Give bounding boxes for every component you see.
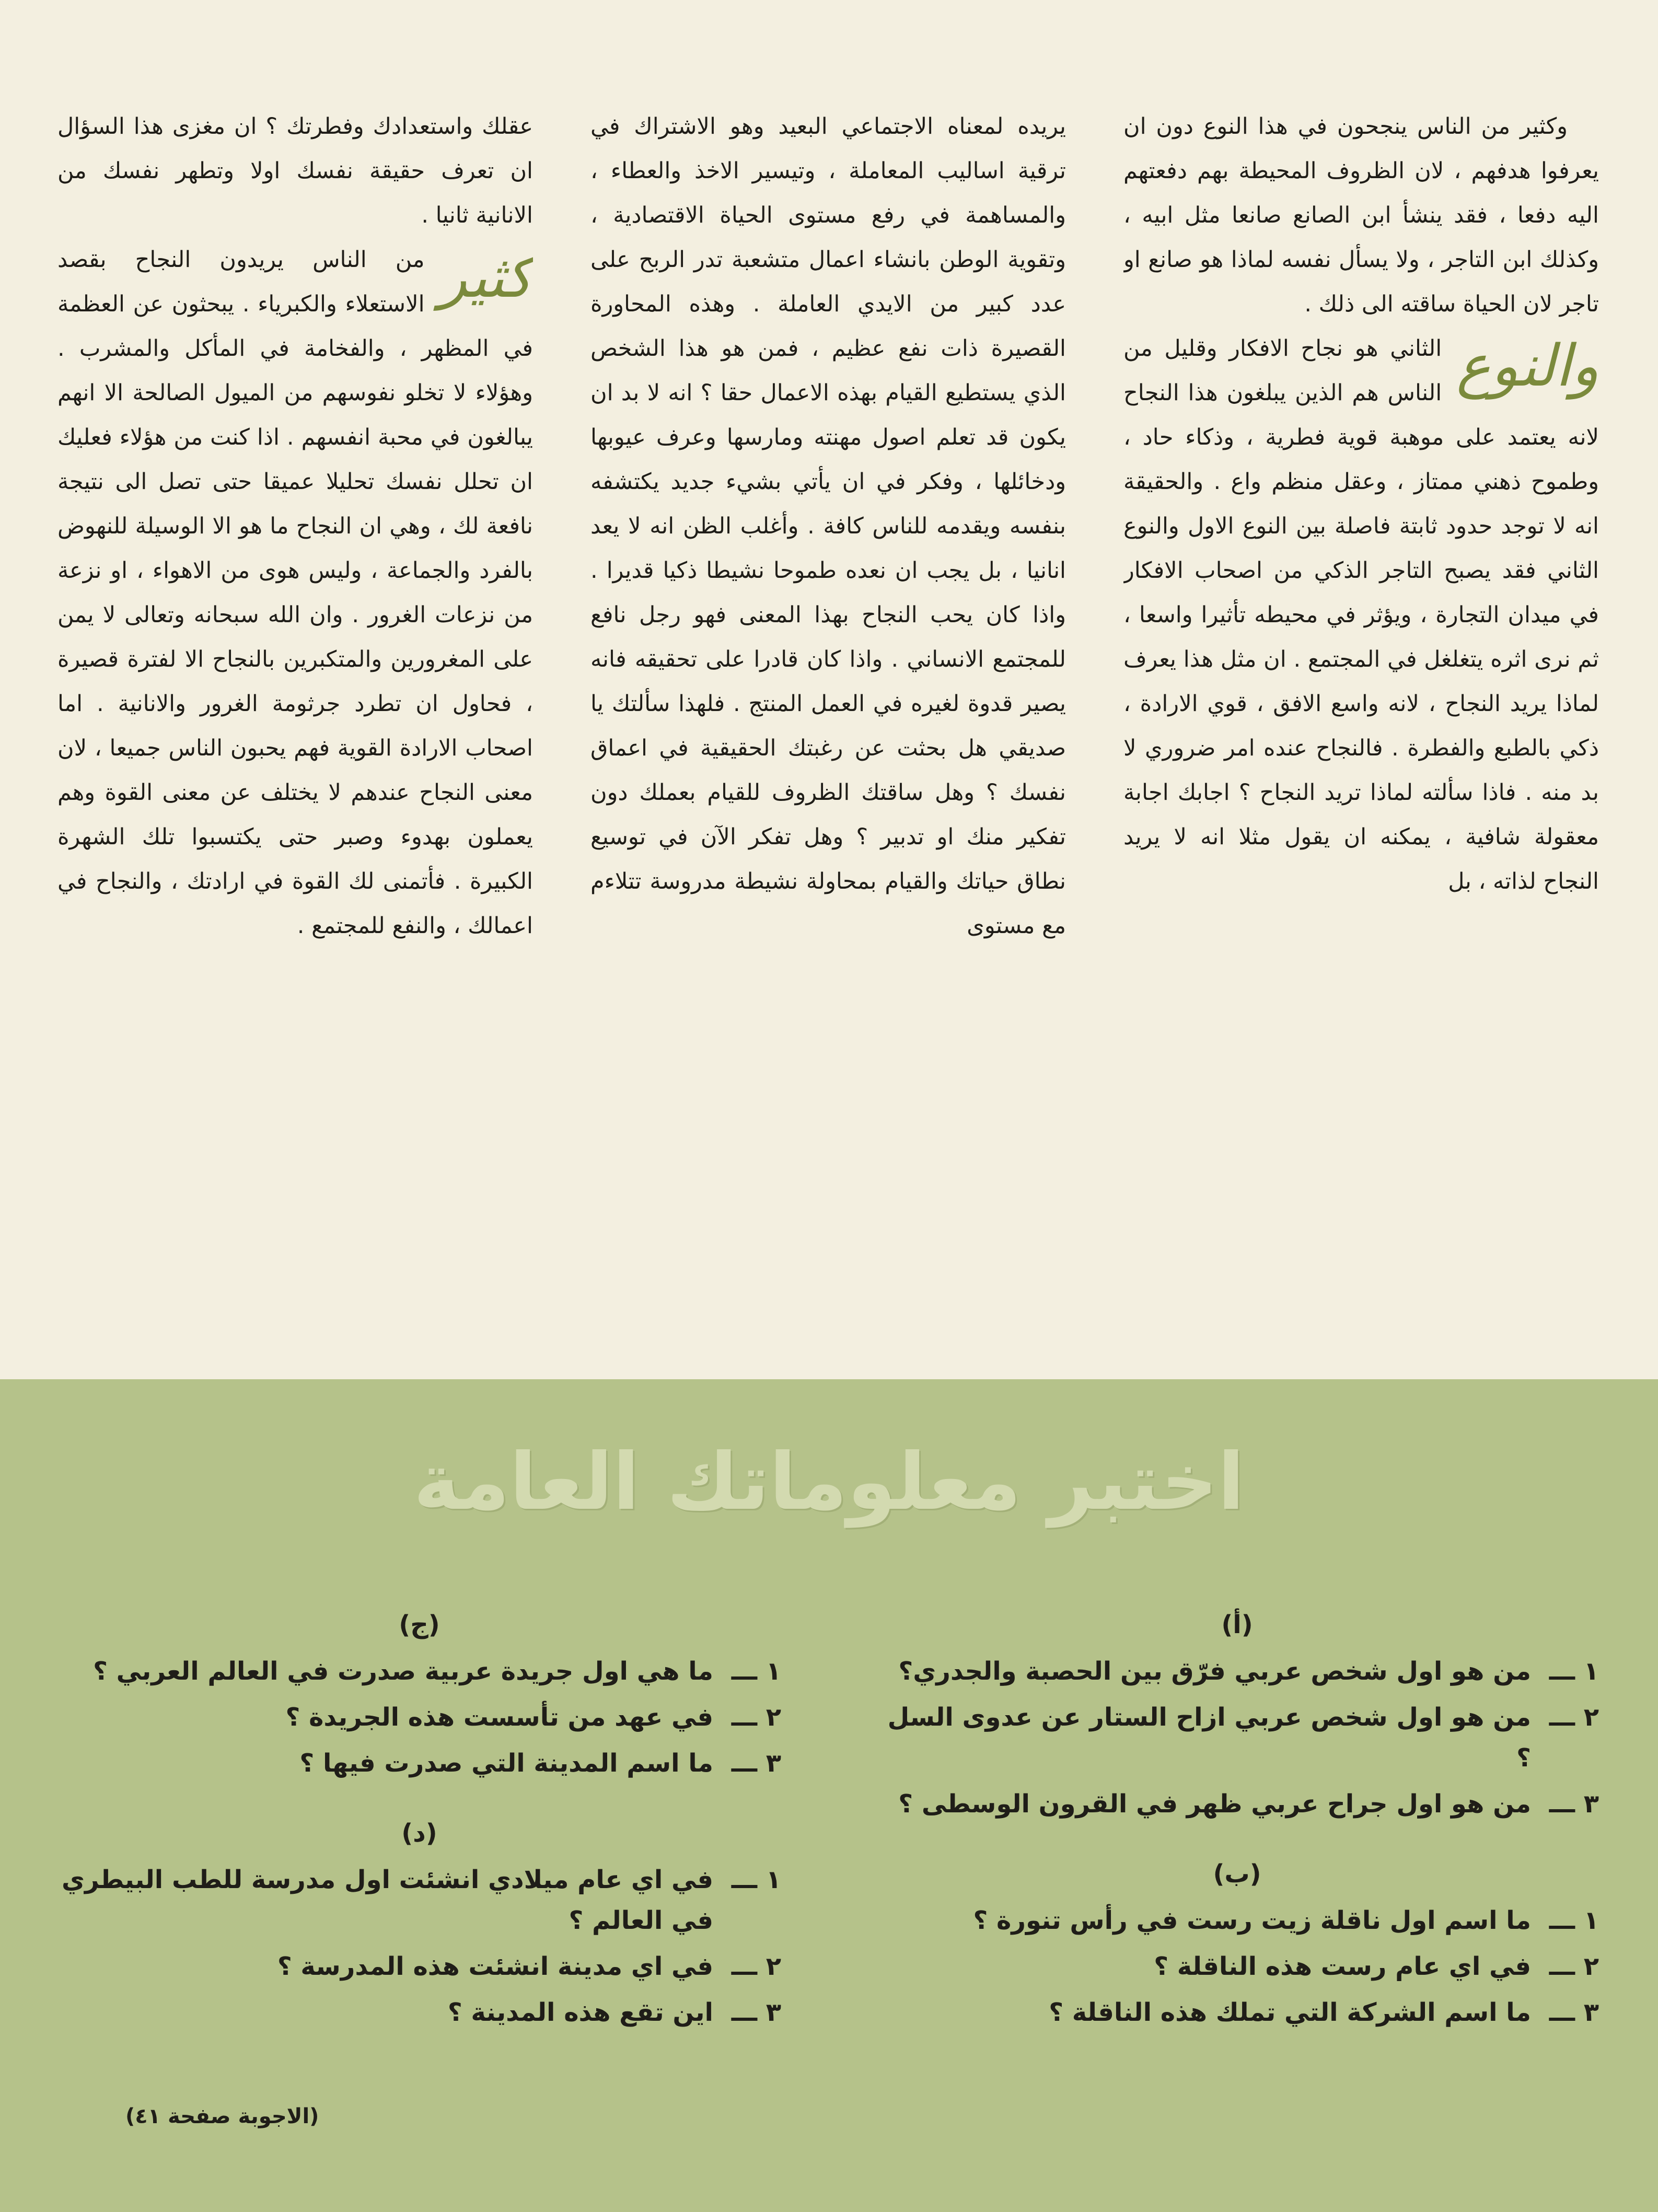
question-text: في اي عام رست هذه الناقلة ؟ [1154, 1952, 1531, 1981]
question [875, 1900, 1599, 1941]
question [875, 1651, 1599, 1692]
question [875, 1946, 1599, 1987]
quiz-column-left [57, 1604, 781, 2062]
quiz-group [875, 1853, 1599, 2033]
question [57, 1859, 781, 1941]
question-text: من هو اول جراح عربي ظهر في القرون الوسطى ؟ [898, 1789, 1531, 1819]
question-number: ٣ ـــ [731, 1998, 781, 2027]
lead-word: كثير [439, 243, 533, 310]
paragraph [1123, 327, 1599, 904]
question-number: ٢ ـــ [731, 1703, 781, 1732]
quiz-group [57, 1604, 781, 1784]
question-number: ٣ ـــ [731, 1749, 781, 1778]
group-heading: (ج) [399, 1610, 440, 1639]
lead-word: والنوع [1456, 332, 1599, 399]
quiz-title: اختبر معلوماتك العامة [413, 1437, 1245, 1528]
question-text: ما اسم المدينة التي صدرت فيها ؟ [299, 1749, 713, 1778]
quiz-column-right [875, 1604, 1599, 2062]
question-number: ٣ ـــ [1549, 1789, 1599, 1819]
question-text: من هو اول شخص عربي فرّق بين الحصبة والجدري؟ [898, 1657, 1531, 1686]
question [57, 1992, 781, 2033]
paragraph: عقلك واستعدادك وفطرتك ؟ ان مغزى هذا السؤال ان تعرف حقيقة نفسك اولا وتطهر نفسك من الانانية ثانيا . [57, 113, 533, 228]
group-heading: (ب) [1213, 1859, 1261, 1889]
article-column-2 [590, 104, 1066, 1369]
article-column-3 [57, 104, 533, 1369]
question [57, 1743, 781, 1784]
question-number: ٣ ـــ [1549, 1998, 1599, 2027]
question [57, 1651, 781, 1692]
article [57, 104, 1599, 1369]
question-number: ١ ـــ [1549, 1906, 1599, 1935]
question-text: من هو اول شخص عربي ازاح الستار عن عدوى السل ؟ [887, 1703, 1531, 1773]
question-text: ما هي اول جريدة عربية صدرت في العالم العربي ؟ [93, 1657, 713, 1686]
question-number: ١ ـــ [731, 1865, 781, 1894]
question-text: في اي عام ميلادي انشئت اول مدرسة للطب البيطري في العالم ؟ [61, 1865, 713, 1935]
question [57, 1946, 781, 1987]
question-number: ٢ ـــ [731, 1952, 781, 1981]
quiz-grid [57, 1604, 1599, 2062]
question-number: ٢ ـــ [1549, 1952, 1599, 1981]
question-text: اين تقع هذه المدينة ؟ [447, 1998, 713, 2027]
answers-note: (الاجوبة صفحة ٤١) [125, 2104, 319, 2128]
paragraph-text: من الناس يريدون النجاح بقصد الاستعلاء والكبرياء . يبحثون عن العظمة في المظهر ، والفخامة في المأكل والمشرب . وهؤلاء لا تخلو نفوسهم من الميول الصالحة الا انهم يبالغون في محبة انفسهم . اذا كنت من هؤلاء فعليك ان تحلل نفسك تحليلا عميقا حتى تصل الى نتيجة نافعة لك ، وهي ان النجاح ما هو الا الوسيلة للنهوض بالفرد والجماعة ، وليس هوى من الاهواء ، او نزعة من نزعات الغرور . وان الله سبحانه وتعالى لا يمن على المغرورين والمتكبرين بالنجاح الا لفترة قصيرة ، فحاول ان تطرد جرثومة الغرور والانانية . اما اصحاب الارادة القوية فهم يحبون الناس جميعا ، لان معنى النجاح عندهم لا يختلف عن معنى القوة وهم يعملون بهدوء وصبر حتى يكتسبوا تلك الشهرة الكبيرة . فأتمنى لك القوة في ارادتك ، والنجاح في اعمالك ، والنفع للمجتمع . [57, 247, 533, 939]
quiz-box [0, 1379, 1658, 2212]
question-text: ما اسم اول ناقلة زيت رست في رأس تنورة ؟ [973, 1906, 1531, 1935]
group-heading: (أ) [1221, 1610, 1253, 1639]
question [57, 1697, 781, 1738]
paragraph-text: الثاني هو نجاح الافكار وقليل من الناس هم الذين يبلغون هذا النجاح لانه يعتمد على موهبة قوية فطرية ، وذكاء حاد ، وطموح ذهني ممتاز ، وعقل منظم واع . والحقيقة انه لا توجد حدود ثابتة فاصلة بين النوع الاول والنوع الثاني فقد يصبح التاجر الذكي من اصحاب الافكار في ميدان التجارة ، ويؤثر في محيطه تأثيرا واسعا ، ثم نرى اثره يتغلغل في المجتمع . ان مثل هذا يعرف لماذا يريد النجاح ، لانه واسع الافق ، قوي الارادة ، ذكي بالطبع والفطرة . فالنجاح عنده امر ضروري لا بد منه . فاذا سألته لماذا تريد النجاح ؟ اجابك اجابة معقولة شافية ، يمكنه ان يقول مثلا انه لا يريد النجاح لذاته ، بل [1123, 335, 1599, 894]
question-text: ما اسم الشركة التي تملك هذه الناقلة ؟ [1049, 1998, 1531, 2027]
quiz-group [57, 1812, 781, 2033]
question-text: في اي مدينة انشئت هذه المدرسة ؟ [277, 1952, 713, 1981]
question-number: ٢ ـــ [1549, 1703, 1599, 1732]
question-number: ١ ـــ [1549, 1657, 1599, 1686]
question [875, 1784, 1599, 1824]
paragraph: وكثير من الناس ينجحون في هذا النوع دون ان يعرفوا هدفهم ، لان الظروف المحيطة بهم دفعتهم اليه دفعا ، فقد ينشأ ابن الصانع صانعا مثل ابيه ، وكذلك ابن التاجر ، ولا يسأل نفسه لماذا هو صانع او تاجر لان الحياة ساقته الى ذلك . [1123, 113, 1599, 317]
quiz-group [875, 1604, 1599, 1824]
question-text: في عهد من تأسست هذه الجريدة ؟ [285, 1703, 713, 1732]
article-column-1 [1123, 104, 1599, 1369]
question [875, 1992, 1599, 2033]
group-heading: (د) [401, 1819, 437, 1848]
paragraph: يريده لمعناه الاجتماعي البعيد وهو الاشتراك في ترقية اساليب المعاملة ، وتيسير الاخذ والعطاء ، والمساهمة في رفع مستوى الحياة الاقتصادية ، وتقوية الوطن بانشاء اعمال متشعبة تدر الربح على عدد كبير من الايدي العاملة . وهذه المحاورة القصيرة ذات نفع عظيم ، فمن هو هذا الشخص الذي يستطيع القيام بهذه الاعمال حقا ؟ انه لا بد ان يكون قد تعلم اصول مهنته ومارسها وعرف عيوبها ودخائلها ، وفكر في ان يأتي بشيء جديد يكتشفه بنفسه ويقدمه للناس كافة . وأغلب الظن انه لا يعد انانيا ، بل يجب ان نعده طموحا نشيطا ذكيا قديرا . واذا كان يحب النجاح بهذا المعنى فهو رجل نافع للمجتمع الانساني . واذا كان قادرا على تحقيقه فانه يصير قدوة لغيره في العمل المنتج . فلهذا سألتك يا صديقي هل بحثت عن رغبتك الحقيقية في اعماق نفسك ؟ وهل ساقتك الظروف للقيام بعملك دون تفكير منك او تدبير ؟ وهل تفكر الآن في توسيع نطاق حياتك والقيام بمحاولة نشيطة مدروسة تتلاءم مع مستوى [590, 113, 1066, 939]
question-number: ١ ـــ [731, 1657, 781, 1686]
question [875, 1697, 1599, 1778]
paragraph [57, 238, 533, 948]
